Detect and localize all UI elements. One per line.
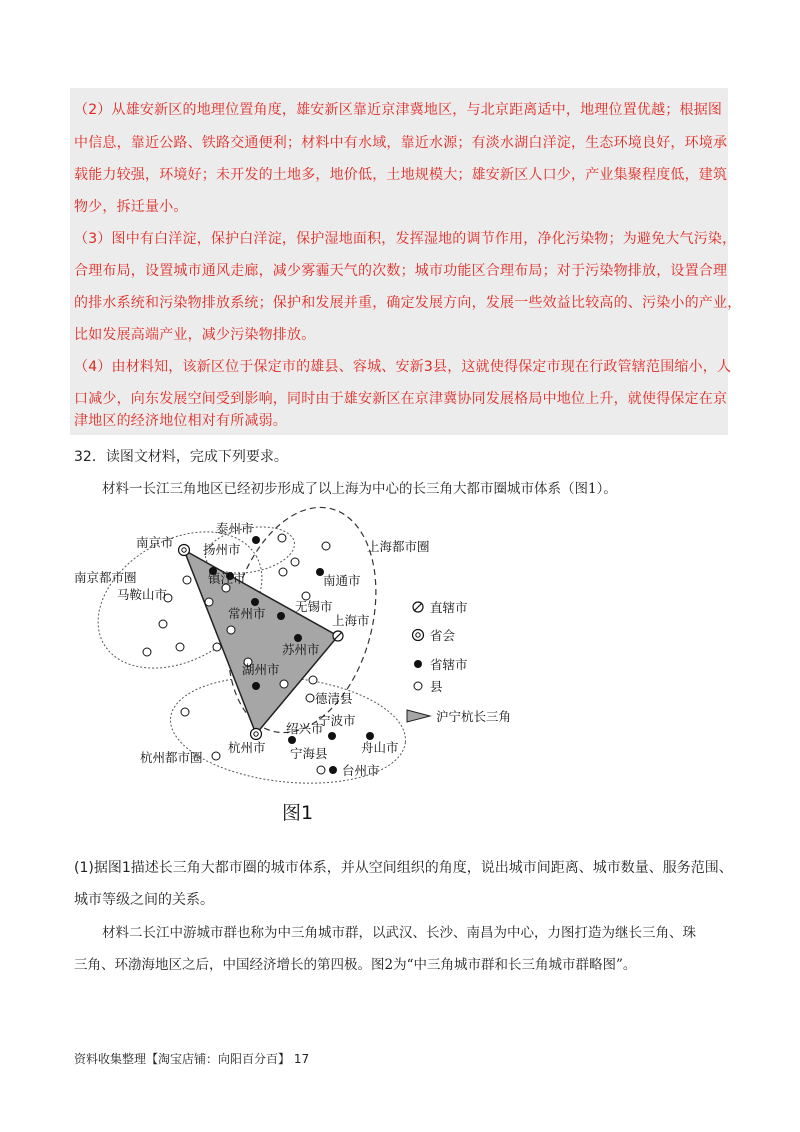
label-taizhou: 泰州市 xyxy=(216,521,254,536)
county-dot xyxy=(205,598,213,606)
county-dot xyxy=(279,568,287,576)
county-dot xyxy=(291,558,299,566)
label-shaoxing: 绍兴市 xyxy=(286,721,324,736)
yangtze-delta-map xyxy=(70,500,512,800)
answer-line: 比如发展高端产业，减少污染物排放。 xyxy=(74,327,316,343)
map-legend xyxy=(407,600,511,724)
county-dot xyxy=(159,620,167,628)
question-title: 32．读图文材料，完成下列要求。 xyxy=(74,449,288,465)
answer-line: （3）图中有白洋淀，保护白洋淀，保护湿地面积，发挥湿地的调节作用，净化污染物；为避免大气污染， xyxy=(74,231,737,247)
label-nanjing-metro: 南京都市圈 xyxy=(74,570,137,585)
answer-line: （4）由材料知，该新区位于保定市的雄县、容城、安新3县，这就使得保定市现在行政管辖范围缩小，人 xyxy=(74,359,732,375)
label-zhenjiang: 镇江市 xyxy=(208,571,246,586)
label-yangzhou: 扬州市 xyxy=(203,542,241,557)
answer-line: 合理布局，设置城市通风走廊，减少雾霾天气的次数；城市功能区合理布局；对于污染物排放，设置合理 xyxy=(74,263,728,279)
taizhou-zj-dot xyxy=(329,766,337,774)
material-one: 材料一长江三角地区已经初步形成了以上海为中心的长三角大都市圈城市体系（图1）。 xyxy=(102,481,617,497)
label-ningbo: 宁波市 xyxy=(318,713,356,728)
answer-line: 物少，拆迁量小。 xyxy=(74,199,188,215)
label-hangzhou-metro: 杭州都市圈 xyxy=(140,750,203,765)
answer-line: 的排水系统和污染物排放系统；保护和发展并重，确定发展方向，发展一些效益比较高的、污染小的产业， xyxy=(74,295,742,311)
label-nantong: 南通市 xyxy=(323,573,361,588)
county-dot xyxy=(309,676,317,684)
county-dot xyxy=(278,534,286,542)
county-dot xyxy=(306,694,314,702)
label-ninghai: 宁海县 xyxy=(290,746,328,761)
county-dot xyxy=(212,752,220,760)
figure-caption: 图1 xyxy=(282,802,314,824)
question-one-line: (1)据图1描述长三角大都市圈的城市体系，并从空间组织的角度，说出城市间距离、城市数量、服务范围、 xyxy=(74,860,733,876)
county-dot xyxy=(143,648,151,656)
question-one-line: 城市等级之间的关系。 xyxy=(74,892,214,908)
label-zhoushan: 舟山市 xyxy=(361,740,399,755)
label-maanshan: 马鞍山市 xyxy=(117,587,168,602)
county-dot xyxy=(176,643,184,651)
legend-prefecture: 省辖市 xyxy=(430,657,468,672)
county-dot xyxy=(322,542,330,550)
county-dot xyxy=(227,626,235,634)
material-two-line: 三角、环渤海地区之后，中国经济增长的第四极。图2为“中三角城市群和长三角城市群略图”。 xyxy=(74,957,637,973)
label-wuxi: 无锡市 xyxy=(295,599,333,614)
label-shanghai-metro: 上海都市圈 xyxy=(367,539,430,554)
label-hangzhou: 杭州市 xyxy=(228,740,266,755)
county-dot xyxy=(317,766,325,774)
county-dot xyxy=(213,643,221,651)
ningbo-dot xyxy=(328,732,336,740)
label-shanghai: 上海市 xyxy=(332,613,370,628)
label-deqing: 德清县 xyxy=(315,691,353,706)
legend-municipality: 直辖市 xyxy=(430,600,468,615)
answer-line: （2）从雄安新区的地理位置角度，雄安新区靠近京津冀地区，与北京距离适中，地理位置优越；根据图 xyxy=(74,102,723,118)
label-taizhou-zj: 台州市 xyxy=(342,763,380,778)
changzhou-dot xyxy=(251,598,259,606)
label-huzhou: 湖州市 xyxy=(242,662,280,677)
answer-line: 载能力较强，环境好；未开发的土地多，地价低，土地规模大；雄安新区人口少，产业集聚程度低，建筑 xyxy=(74,167,728,183)
nanjing-marker xyxy=(179,545,190,556)
label-nanjing: 南京市 xyxy=(136,535,174,550)
material-two-line: 材料二长江中游城市群也称为中三角城市群，以武汉、长沙、南昌为中心，力图打造为继长三角、珠 xyxy=(102,925,696,941)
answer-line: 口减少，向东发展空间受到影响，同时由于雄安新区在京津冀协同发展格局中地位上升，就使得保定在京 xyxy=(74,391,728,407)
label-suzhou: 苏州市 xyxy=(282,642,320,657)
answer-line: 中信息，靠近公路、铁路交通便利；材料中有水域，靠近水源；有淡水湖白洋淀，生态环境良好，环境承 xyxy=(74,135,728,151)
taizhou-dot xyxy=(252,536,260,544)
page-footer: 资料收集整理【淘宝店铺：向阳百分百】 17 xyxy=(74,1052,310,1066)
answer-line: 津地区的经济地位相对有所减弱。 xyxy=(74,413,287,429)
shaoxing-dot xyxy=(288,736,296,744)
county-dot xyxy=(181,708,189,716)
legend-county: 县 xyxy=(430,679,443,694)
county-dot xyxy=(280,680,288,688)
huzhou-dot xyxy=(252,682,260,690)
wuxi-dot xyxy=(277,612,285,620)
label-changzhou: 常州市 xyxy=(228,606,266,621)
shanghai-marker xyxy=(333,631,343,641)
legend-triangle: 沪宁杭长三角 xyxy=(436,709,512,724)
county-dot xyxy=(183,576,191,584)
hangzhou-marker xyxy=(251,729,262,740)
legend-capital: 省会 xyxy=(430,628,456,643)
suzhou-dot xyxy=(294,634,302,642)
zhoushan-dot xyxy=(366,732,374,740)
